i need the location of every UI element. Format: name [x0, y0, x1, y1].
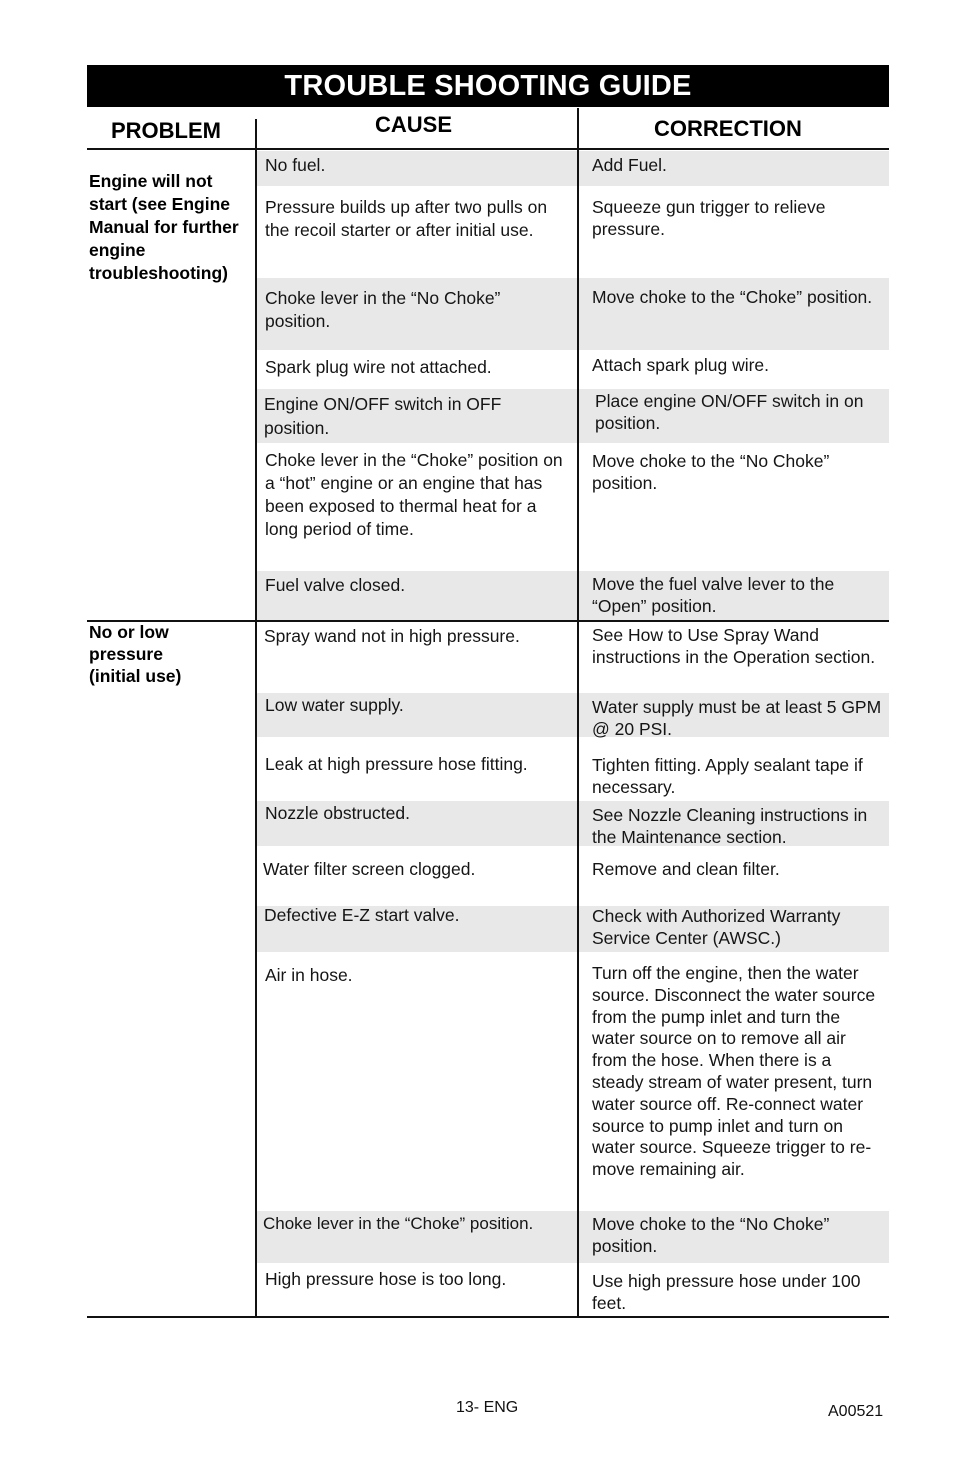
cause-cell: No fuel. [265, 155, 326, 175]
cause-cell: Spark plug wire not attached. [265, 357, 492, 377]
cause-cell: Leak at high pressure hose fitting. [265, 754, 528, 774]
document-code: A00521 [828, 1403, 884, 1420]
cause-cell: Nozzle obstructed. [265, 803, 410, 823]
correction-cell: Move the fuel valve lever to the “Open” position. [592, 574, 835, 616]
header-problem: PROBLEM [111, 118, 221, 143]
problem-low-pressure: No or low pressure (initial use) [89, 622, 182, 686]
cause-cell: Pressure builds up after two pulls on the recoil starter or after initial use. [265, 197, 548, 240]
header-underline [257, 148, 889, 150]
correction-cell: Use high pressure hose under 100 feet. [592, 1271, 861, 1313]
correction-cell: Place engine ON/OFF switch in on position. [595, 391, 864, 433]
cause-cell: Choke lever in the “No Choke” position. [265, 288, 501, 331]
cause-cell: Fuel valve closed. [265, 575, 406, 595]
page-title: TROUBLE SHOOTING GUIDE [87, 65, 889, 107]
cause-cell: Engine ON/OFF switch in OFF position. [264, 394, 502, 438]
correction-cell: Remove and clean filter. [592, 859, 780, 879]
correction-cell: Water supply must be at least 5 GPM @ 20 PSI. [592, 697, 882, 739]
header-cause: CAUSE [375, 112, 453, 137]
table-bottom-line [87, 1316, 889, 1318]
cause-cell: High pressure hose is too long. [265, 1269, 507, 1289]
correction-cell: Turn off the engine, then the water source. Disconnect the water source from the pump inlet and turn the water source on to remove all air from the hose. When there is a steady stream of water present, turn water source off. Re-connect water source to pump inlet and turn on water source. Squeeze trigger to re-move remaining air. [592, 963, 876, 1180]
correction-cell: Attach spark plug wire. [592, 355, 770, 375]
cause-cell: Water filter screen clogged. [263, 859, 476, 879]
correction-cell: Move choke to the “No Choke” position. [592, 1214, 830, 1256]
cause-cell: Choke lever in the “Choke” position. [263, 1214, 534, 1233]
problem-engine-wont-start: Engine will not start (see Engine Manual for further engine troubleshooting) [89, 171, 239, 283]
page-number: 13- ENG [456, 1399, 519, 1416]
correction-cell: Move choke to the “Choke” position. [592, 287, 873, 307]
header-underline [87, 148, 255, 150]
cause-cell: Spray wand not in high pressure. [264, 626, 520, 646]
correction-cell: Squeeze gun trigger to relieve pressure. [592, 197, 826, 239]
cause-cell: Low water supply. [265, 695, 404, 715]
correction-cell: Add Fuel. [592, 155, 667, 175]
correction-cell: See How to Use Spray Wand instructions in the Operation section. [592, 625, 876, 667]
correction-cell: Move choke to the “No Choke” position. [592, 451, 830, 493]
correction-cell: See Nozzle Cleaning instructions in the Maintenance section. [592, 805, 868, 847]
header-correction: CORRECTION [654, 116, 802, 141]
cause-cell: Air in hose. [265, 965, 353, 985]
column-divider [577, 108, 579, 1318]
correction-cell: Tighten fitting. Apply sealant tape if necessary. [592, 755, 863, 797]
cause-cell: Defective E-Z start valve. [264, 905, 460, 925]
cause-cell: Choke lever in the “Choke” position on a “hot” engine or an engine that has been exposed to thermal heat for a long period of time. [265, 450, 563, 539]
correction-cell: Check with Authorized Warranty Service Center (AWSC.) [592, 906, 841, 948]
column-divider [255, 119, 257, 1318]
